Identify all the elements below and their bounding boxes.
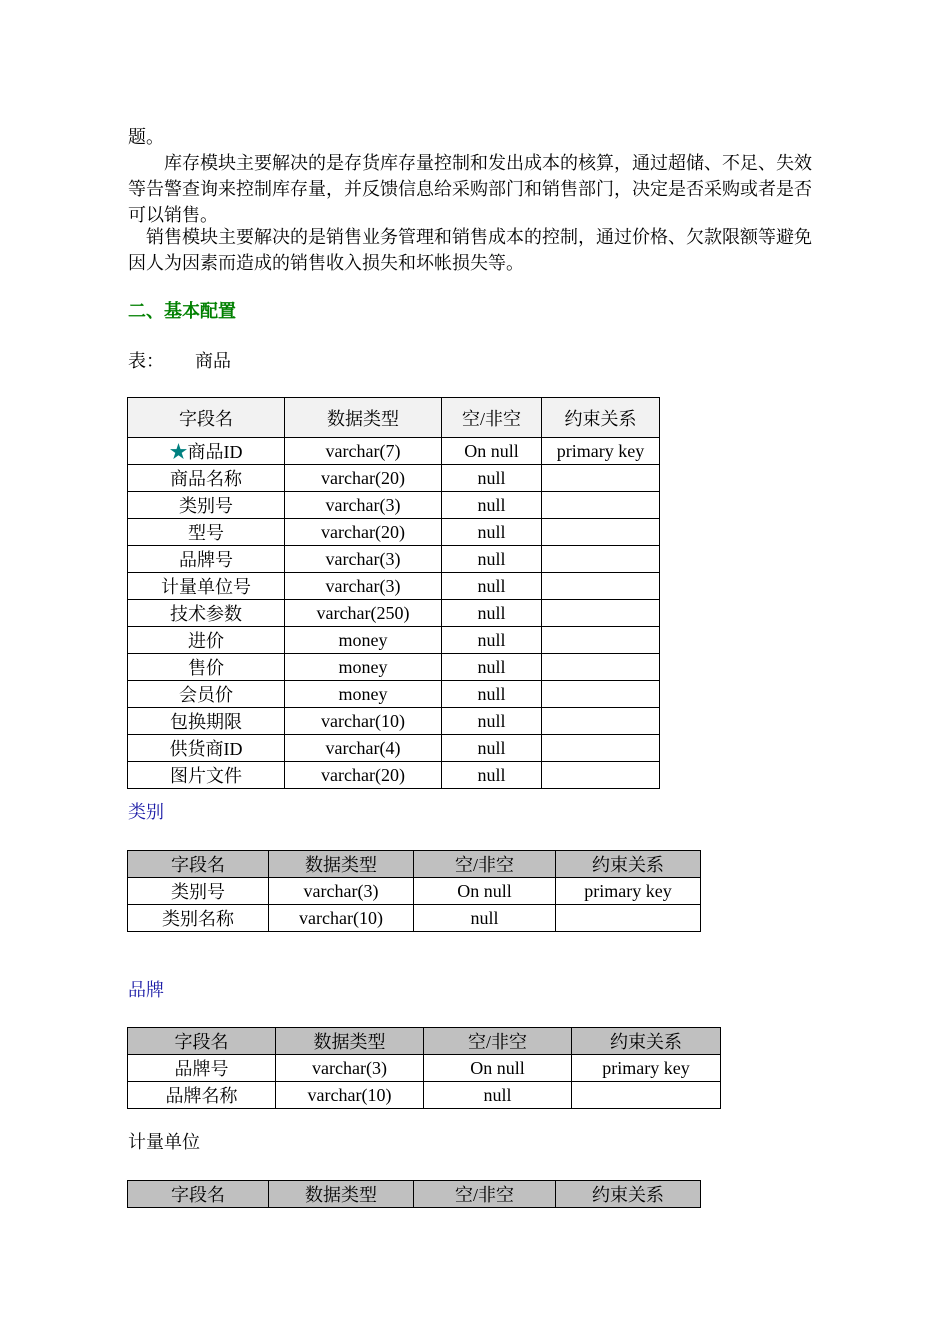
constraint-cell — [542, 708, 660, 735]
header-type: 数据类型 — [276, 1028, 424, 1055]
header-field: 字段名 — [128, 851, 269, 878]
nullable-cell: null — [442, 573, 542, 600]
header-type: 数据类型 — [269, 851, 414, 878]
table-row — [128, 465, 660, 492]
table-row — [128, 708, 660, 735]
header-nullable: 空/非空 — [442, 398, 542, 438]
nullable-cell: null — [424, 1082, 572, 1109]
type-cell: varchar(3) — [276, 1055, 424, 1082]
type-cell: varchar(10) — [276, 1082, 424, 1109]
table-row — [128, 600, 660, 627]
header-nullable: 空/非空 — [424, 1028, 572, 1055]
brand-title: 品牌 — [128, 980, 164, 1001]
constraint-cell — [542, 735, 660, 762]
constraint-cell — [542, 573, 660, 600]
field-cell: 品牌号 — [128, 546, 285, 573]
type-cell: varchar(10) — [269, 905, 414, 932]
constraint-cell — [542, 681, 660, 708]
unit-title: 计量单位 — [128, 1132, 200, 1153]
nullable-cell: null — [442, 735, 542, 762]
field-cell: 计量单位号 — [128, 573, 285, 600]
table-row — [128, 1082, 721, 1109]
constraint-cell — [542, 465, 660, 492]
type-cell: varchar(3) — [285, 573, 442, 600]
nullable-cell: null — [442, 600, 542, 627]
category-table — [127, 850, 701, 932]
header-type: 数据类型 — [285, 398, 442, 438]
intro-line: 题。 — [128, 127, 164, 148]
header-nullable: 空/非空 — [414, 851, 556, 878]
table-header-row — [128, 1028, 721, 1055]
constraint-cell: primary key — [556, 878, 701, 905]
table-label-prefix: 表： — [128, 351, 164, 372]
field-cell: 图片文件 — [128, 762, 285, 789]
constraint-cell — [542, 492, 660, 519]
header-constraint: 约束关系 — [572, 1028, 721, 1055]
type-cell: money — [285, 627, 442, 654]
constraint-cell: primary key — [572, 1055, 721, 1082]
table-row — [128, 519, 660, 546]
field-cell: 商品名称 — [128, 465, 285, 492]
product-table — [127, 397, 660, 789]
star-icon: ★ — [169, 442, 188, 462]
type-cell: money — [285, 681, 442, 708]
header-nullable: 空/非空 — [414, 1181, 556, 1208]
nullable-cell: null — [442, 681, 542, 708]
header-type: 数据类型 — [269, 1181, 414, 1208]
constraint-cell — [572, 1082, 721, 1109]
table-row — [128, 546, 660, 573]
table-row — [128, 627, 660, 654]
type-cell: varchar(7) — [285, 438, 442, 465]
table-row — [128, 1055, 721, 1082]
nullable-cell: null — [442, 492, 542, 519]
nullable-cell: On null — [442, 438, 542, 465]
type-cell: varchar(20) — [285, 762, 442, 789]
type-cell: varchar(20) — [285, 519, 442, 546]
nullable-cell: null — [414, 905, 556, 932]
table-header-row — [128, 851, 701, 878]
type-cell: varchar(4) — [285, 735, 442, 762]
nullable-cell: On null — [424, 1055, 572, 1082]
table-header-row — [128, 1181, 701, 1208]
nullable-cell: null — [442, 627, 542, 654]
table-row — [128, 905, 701, 932]
nullable-cell: null — [442, 654, 542, 681]
table-row — [128, 654, 660, 681]
nullable-cell: null — [442, 762, 542, 789]
nullable-cell: null — [442, 519, 542, 546]
unit-table — [127, 1180, 701, 1208]
field-cell: 售价 — [128, 654, 285, 681]
type-cell: varchar(3) — [285, 546, 442, 573]
inventory-paragraph: 库存模块主要解决的是存货库存量控制和发出成本的核算，通过超储、不足、失效等告警查询来控制库存量，并反馈信息给采购部门和销售部门，决定是否采购或者是否可以销售。 — [128, 153, 812, 226]
type-cell: varchar(3) — [285, 492, 442, 519]
table-row — [128, 735, 660, 762]
sales-paragraph: 销售模块主要解决的是销售业务管理和销售成本的控制，通过价格、欠款限额等避免因人为因素而造成的销售收入损失和坏帐损失等。 — [128, 227, 812, 274]
table-row — [128, 438, 660, 465]
constraint-cell — [542, 600, 660, 627]
constraint-cell — [542, 519, 660, 546]
table-row — [128, 492, 660, 519]
table-row — [128, 573, 660, 600]
nullable-cell: null — [442, 465, 542, 492]
header-constraint: 约束关系 — [542, 398, 660, 438]
field-cell: 进价 — [128, 627, 285, 654]
field-cell: ★商品ID — [128, 438, 285, 465]
field-cell: 类别号 — [128, 492, 285, 519]
table-header-row — [128, 398, 660, 438]
table-label-name: 商品 — [195, 351, 231, 372]
field-cell: 供货商ID — [128, 735, 285, 762]
header-field: 字段名 — [128, 398, 285, 438]
field-cell: 类别名称 — [128, 905, 269, 932]
type-cell: varchar(3) — [269, 878, 414, 905]
header-field: 字段名 — [128, 1181, 269, 1208]
constraint-cell — [542, 654, 660, 681]
constraint-cell — [542, 627, 660, 654]
header-constraint: 约束关系 — [556, 1181, 701, 1208]
table-row — [128, 681, 660, 708]
nullable-cell: On null — [414, 878, 556, 905]
header-field: 字段名 — [128, 1028, 276, 1055]
constraint-cell — [542, 762, 660, 789]
field-cell: 型号 — [128, 519, 285, 546]
category-title: 类别 — [128, 802, 164, 823]
field-cell: 品牌名称 — [128, 1082, 276, 1109]
section-title: 二、基本配置 — [128, 301, 236, 322]
header-constraint: 约束关系 — [556, 851, 701, 878]
type-cell: money — [285, 654, 442, 681]
nullable-cell: null — [442, 546, 542, 573]
field-cell: 品牌号 — [128, 1055, 276, 1082]
table-row — [128, 762, 660, 789]
field-cell: 技术参数 — [128, 600, 285, 627]
brand-table — [127, 1027, 721, 1109]
field-cell: 会员价 — [128, 681, 285, 708]
constraint-cell — [556, 905, 701, 932]
table-row — [128, 878, 701, 905]
type-cell: varchar(250) — [285, 600, 442, 627]
field-cell: 类别号 — [128, 878, 269, 905]
type-cell: varchar(20) — [285, 465, 442, 492]
nullable-cell: null — [442, 708, 542, 735]
constraint-cell — [542, 546, 660, 573]
constraint-cell: primary key — [542, 438, 660, 465]
type-cell: varchar(10) — [285, 708, 442, 735]
field-cell: 包换期限 — [128, 708, 285, 735]
